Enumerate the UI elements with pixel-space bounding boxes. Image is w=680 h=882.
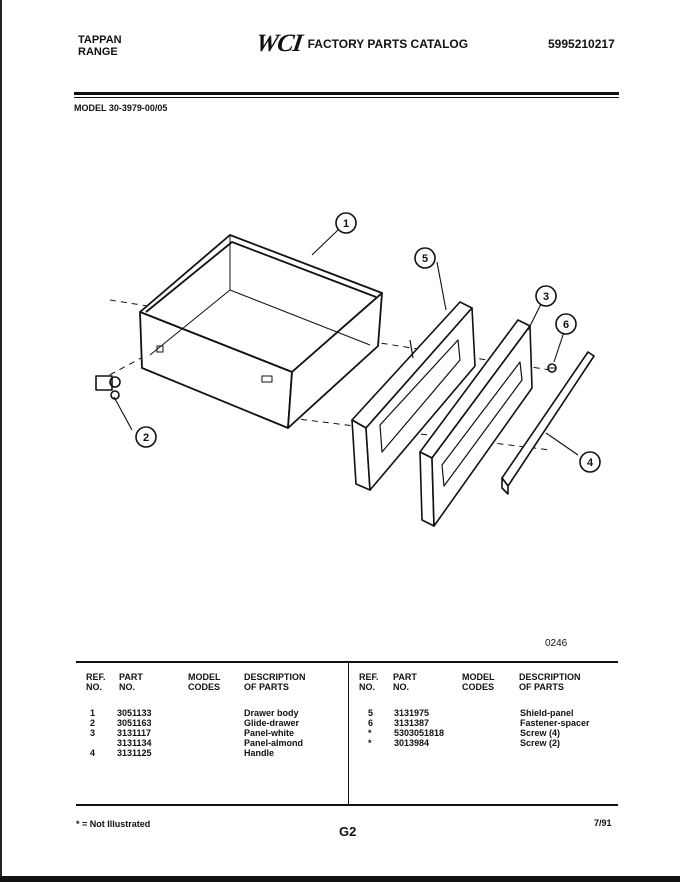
header-ref	[86, 672, 106, 692]
header-part-line-1: PART	[119, 672, 143, 682]
callout-6: 6	[562, 319, 570, 331]
catalog-heading	[256, 30, 468, 58]
header-ref-right	[359, 672, 379, 692]
header-ref-line-2: NO.	[86, 682, 103, 692]
drawer-body-part	[140, 235, 382, 428]
header-part-right-line-1: PART	[393, 672, 417, 682]
ref-no: 2	[90, 718, 96, 728]
scan-edge-bottom	[0, 876, 680, 882]
header-rule-thick	[74, 92, 619, 95]
callout-5: 5	[421, 253, 429, 265]
header-ref-line-1: REF.	[86, 672, 106, 682]
header-ref-right-line-1: REF.	[359, 672, 379, 682]
scan-edge-left	[0, 0, 2, 882]
table-top-rule	[76, 661, 618, 663]
footnote-not-illustrated: * = Not Illustrated	[76, 819, 151, 829]
header-model	[188, 672, 221, 692]
part-desc: Fastener-spacer	[520, 718, 590, 728]
part-no: 3051133	[117, 708, 152, 718]
header-desc-right-line-2: OF PARTS	[519, 682, 564, 692]
header-desc	[244, 672, 306, 692]
callout-1: 1	[342, 218, 350, 230]
part-desc: Screw (2)	[520, 738, 561, 748]
table-bottom-rule	[76, 804, 618, 806]
header-desc-line-1: DESCRIPTION	[244, 672, 306, 682]
header-part	[119, 672, 143, 692]
header-model-right-line-1: MODEL	[462, 672, 495, 682]
part-desc: Glide-drawer	[244, 718, 300, 728]
part-desc: Panel-almond	[244, 738, 304, 748]
header-model-line-2: CODES	[188, 682, 221, 692]
header-part-right-line-2: NO.	[393, 682, 410, 692]
page-number: G2	[339, 824, 357, 839]
figure-code: 0246	[545, 638, 568, 649]
part-no: 3013984	[394, 738, 430, 748]
callout-3: 3	[542, 291, 550, 303]
header-desc-right-line-1: DESCRIPTION	[519, 672, 581, 682]
part-desc: Drawer body	[244, 708, 299, 718]
part-no: 3131387	[394, 718, 430, 728]
ref-no: 3	[90, 728, 96, 738]
ref-no: 4	[90, 748, 96, 758]
header-model-line-1: MODEL	[188, 672, 221, 682]
ref-no: 5	[368, 708, 374, 718]
callout-2: 2	[142, 432, 150, 444]
header-desc-line-2: OF PARTS	[244, 682, 289, 692]
part-desc: Screw (4)	[520, 728, 561, 738]
header-rule-thin	[74, 97, 619, 98]
header-ref-right-line-2: NO.	[359, 682, 376, 692]
part-no: 3131975	[394, 708, 430, 718]
part-no: 3051163	[117, 718, 152, 728]
header-part-line-2: NO.	[119, 682, 136, 692]
brand-line-2: RANGE	[78, 46, 118, 58]
ref-no: 1	[90, 708, 96, 718]
header-part-right	[393, 672, 417, 692]
brand-block	[78, 34, 122, 58]
table-row	[90, 708, 95, 718]
revision-date: 7/91	[594, 818, 612, 828]
part-no: 3131117	[117, 728, 152, 738]
part-no: 5303051818	[394, 728, 445, 738]
header-model-right	[462, 672, 495, 692]
table-divider	[348, 663, 349, 804]
ref-no: *	[368, 728, 372, 738]
part-no: 3131125	[117, 748, 152, 758]
part-desc: Handle	[244, 748, 275, 758]
fastener-spacer-part	[548, 364, 556, 372]
exploded-parts-diagram	[80, 190, 620, 550]
part-no: 3131134	[117, 738, 152, 748]
brand-line-1: TAPPAN	[78, 34, 122, 46]
callout-4: 4	[586, 457, 594, 469]
part-desc: Shield-panel	[520, 708, 574, 718]
header-model-right-line-2: CODES	[462, 682, 495, 692]
document-number: 5995210217	[548, 37, 615, 51]
part-desc: Panel-white	[244, 728, 295, 738]
ref-no: *	[368, 738, 372, 748]
wci-logo: WCI	[254, 30, 304, 57]
glide-drawer-part	[96, 376, 120, 399]
model-line: MODEL 30-3979-00/05	[74, 103, 168, 113]
header-desc-right	[519, 672, 581, 692]
catalog-title: FACTORY PARTS CATALOG	[307, 37, 469, 51]
ref-no: 6	[368, 718, 374, 728]
